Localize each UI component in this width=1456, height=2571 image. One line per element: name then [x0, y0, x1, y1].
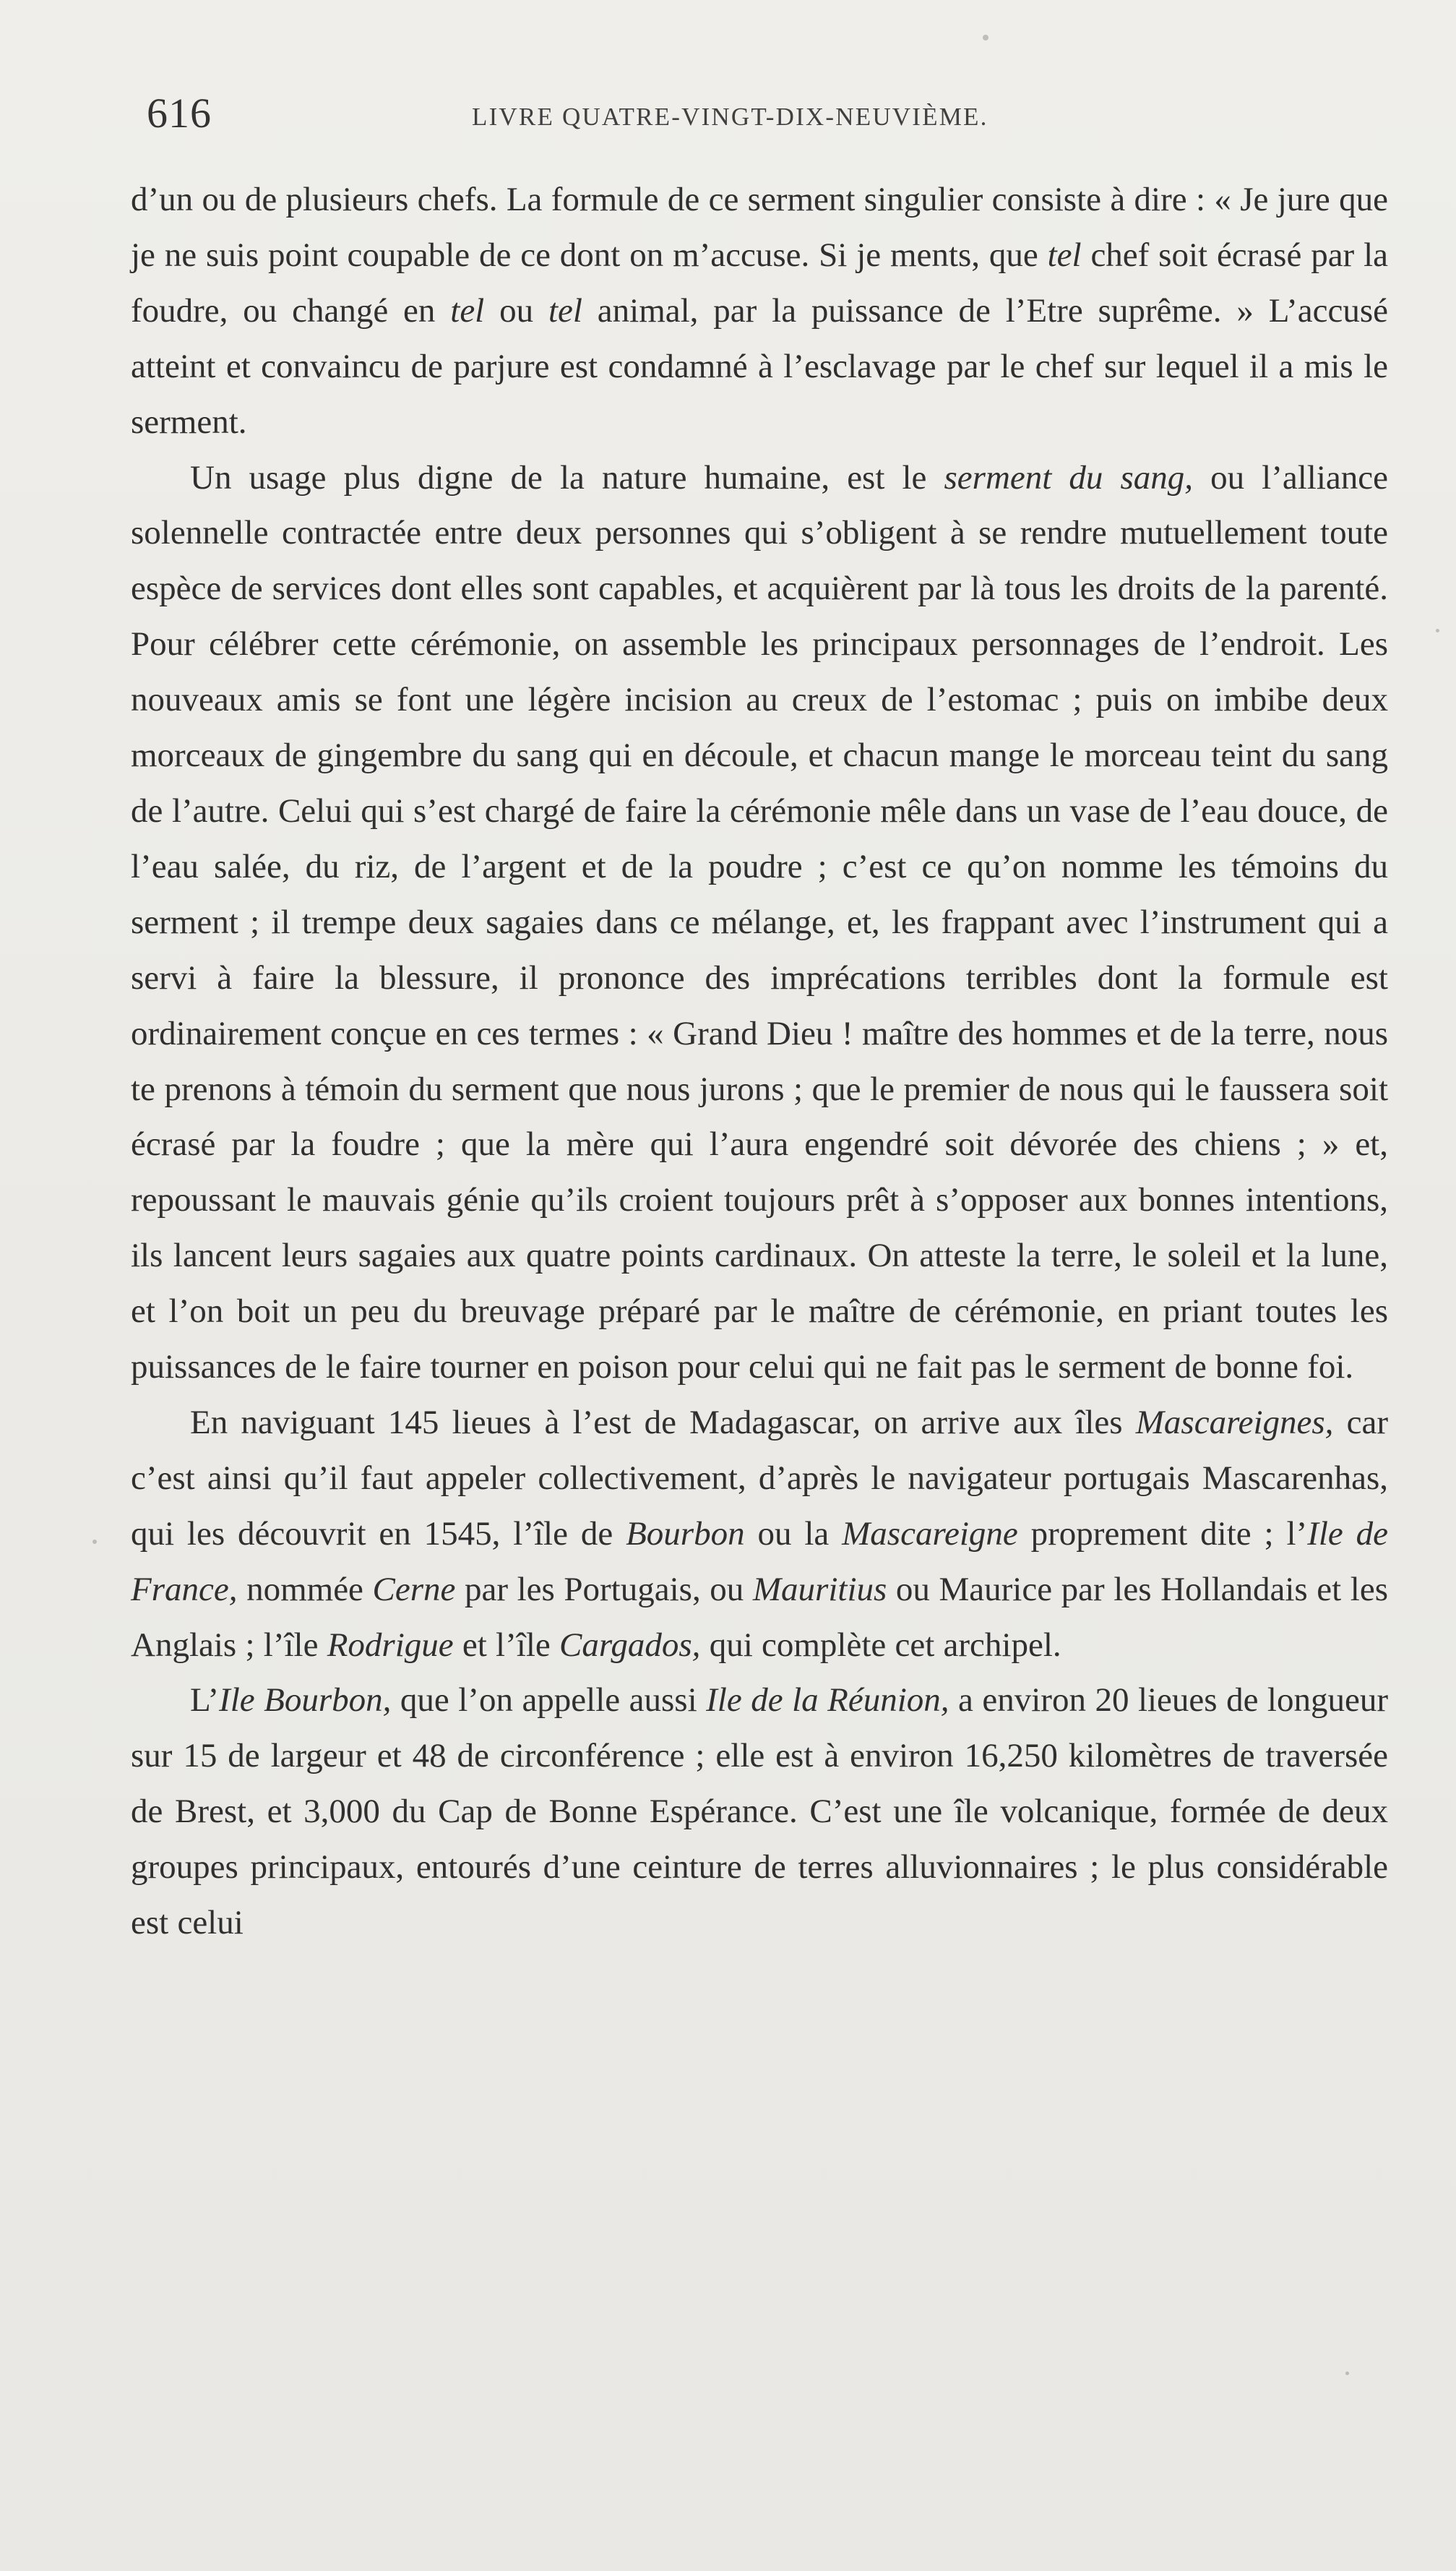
text-segment: ou [484, 291, 548, 330]
paper-speck [983, 35, 988, 40]
italic-text-segment: Bourbon [626, 1514, 745, 1553]
text-segment: ou l’alliance solennelle contractée entre deux personnes qui s’obligent à se rendre mutuellement toute espèce de services dont elles sont capables, et acquièrent par là tous les droits de la parenté. Pour célébrer cette cérémonie, on assemble les principaux personnages de l’endroit. Les nouveaux amis se font une légère incision au creux de l’estomac ; puis on imbibe deux morceaux de gingembre du sang qui en découle, et chacun mange le morceau teint du sang de l’autre. Celui qui s’est chargé de faire la cérémonie mêle dans un vase de l’eau douce, de l’eau salée, du riz, de l’argent et de la poudre ; c’est ce qu’on nomme les témoins du serment ; il trempe deux sagaies dans ce mélange, et, les frappant avec l’instrument qui a servi à faire la blessure, il prononce des imprécations terribles dont la formule est ordinairement conçue en ces termes : « Grand Dieu ! maître des hommes et de la terre, nous te prenons à témoin du serment que nous jurons ; que le premier de nous qui le faussera soit écrasé par la foudre ; que la mère qui l’aura engendré soit dévorée des chiens ; » et, repoussant le mauvais génie qu’ils croient toujours prêt à s’opposer aux bonnes intentions, ils lancent leurs sagaies aux quatre points cardinaux. On atteste la terre, le soleil et la lune, et l’on boit un peu du breuvage préparé par le maître de cérémonie, en priant toutes les puissances de le faire tourner en poison pour celui qui ne fait pas le serment de bonne foi. [131, 458, 1389, 1386]
text-segment: a environ 20 lieues de longueur sur 15 de largeur et 48 de circonférence ; elle est à environ 16,250 kilomètres de traversée de Brest, et 3,000 du Cap de Bonne Espérance. C’est une île volcanique, formée de deux groupes principaux, entourés d’une ceinture de terres alluvionnaires ; le plus considérable est celui [131, 1681, 1388, 1942]
paragraph [131, 172, 1388, 450]
text-segment: qui complète cet archipel. [700, 1626, 1061, 1664]
text-segment: animal, par la puissance de l’Etre suprême. » L’accusé atteint et convaincu de parjure est condamné à l’esclavage par le chef sur lequel il a mis le serment. [131, 291, 1388, 441]
text-segment: ou Maurice par les Hollandais et les Anglais ; l’île [131, 1570, 1389, 1664]
text-segment: et l’île [453, 1626, 559, 1664]
paper-speck [1345, 2372, 1349, 2375]
italic-text-segment: Mauritius [752, 1570, 887, 1608]
paragraph [131, 1395, 1388, 1673]
text-segment: Un usage plus digne de la nature humaine, est le [190, 458, 944, 497]
italic-text-segment: Rodrigue [327, 1626, 454, 1664]
italic-text-segment: Ile Bourbon, [219, 1681, 392, 1720]
paper-speck [92, 1540, 97, 1544]
italic-text-segment: Cerne [372, 1570, 456, 1608]
text-segment: que l’on appelle aussi [391, 1681, 707, 1720]
paragraph [131, 1673, 1388, 1951]
italic-text-segment: tel [548, 291, 582, 330]
text-segment: nommée [237, 1570, 373, 1608]
italic-text-segment: Ile de France, [131, 1514, 1388, 1608]
italic-text-segment: Mascareignes, [1135, 1403, 1334, 1441]
italic-text-segment: Mascareigne [842, 1514, 1018, 1553]
page-header [147, 90, 1397, 152]
text-segment: car c’est ainsi qu’il faut appeler collectivement, d’après le navigateur portugais Mascarenhas, qui les découvrit en 1545, l’île de [131, 1403, 1389, 1553]
text-segment: L’ [190, 1681, 220, 1720]
page-number: 616 [147, 90, 212, 137]
paper-speck [1436, 629, 1439, 632]
text-segment: chef soit écrasé par la foudre, ou changé en [131, 236, 1388, 330]
italic-text-segment: Cargados, [559, 1626, 701, 1664]
body-text [131, 172, 1388, 1951]
running-title: LIVRE QUATRE-VINGT-DIX-NEUVIÈME. [472, 103, 988, 131]
text-segment: par les Portugais, ou [455, 1570, 753, 1608]
text-segment: proprement dite ; l’ [1017, 1514, 1308, 1553]
italic-text-segment: Ile de la Réunion, [706, 1681, 949, 1720]
italic-text-segment: tel [450, 291, 485, 330]
text-segment: En naviguant 145 lieues à l’est de Madagascar, on arrive aux îles [190, 1403, 1136, 1441]
text-segment: d’un ou de plusieurs chefs. La formule de ce serment singulier consiste à dire : « Je jure que je ne suis point coupable de ce dont on m’accuse. Si je ments, que [131, 181, 1388, 274]
italic-text-segment: tel [1047, 236, 1082, 274]
text-segment: ou la [744, 1514, 843, 1553]
paragraph [131, 450, 1388, 1395]
italic-text-segment: serment du sang, [944, 458, 1194, 497]
